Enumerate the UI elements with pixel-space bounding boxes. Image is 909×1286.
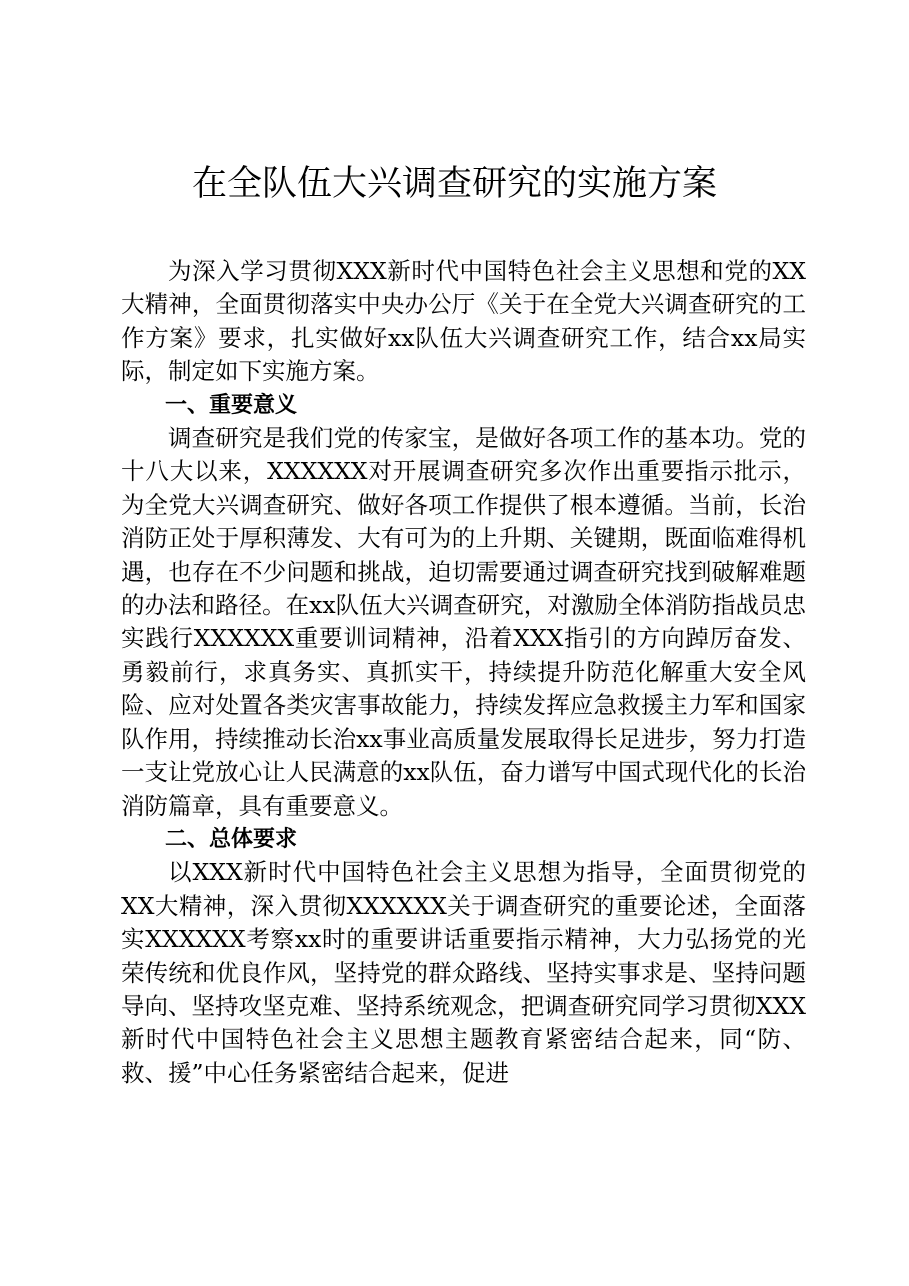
document-title: 在全队伍大兴调查研究的实施方案 xyxy=(191,164,717,204)
intro-paragraph: 为深入学习贯彻XXX新时代中国特色社会主义思想和党的XX大精神，全面贯彻落实中央办公厅《关于在全党大兴调查研究的工作方案》要求，扎实做好xx队伍大兴调查研究工作，结合xx局实际，制定如下实施方案。 xyxy=(121,257,806,386)
document-body xyxy=(121,255,806,1090)
requirements-paragraph: 以XXX新时代中国特色社会主义思想为指导，全面贯彻党的XX大精神，深入贯彻XXXXXX关于调查研究的重要论述，全面落实XXXXXX考察xx时的重要讲话重要指示精神，大力弘扬党的光荣传统和优良作风，坚持党的群众路线、坚持实事求是、坚持问题导向、坚持攻坚克难、坚持系统观念，把调查研究同学习贯彻XXX新时代中国特色社会主义思想主题教育紧密结合起来，同“防、救、援”中心任务紧密结合起来，促进 xyxy=(121,858,806,1087)
section-heading-requirements: 二、总体要求 xyxy=(165,826,298,852)
significance-paragraph: 调查研究是我们党的传家宝，是做好各项工作的基本功。党的十八大以来，XXXXXX对开展调查研究多次作出重要指示批示，为全党大兴调查研究、做好各项工作提供了根本遵循。当前，长治消防正处于厚积薄发、大有可为的上升期、关键期，既面临难得机遇，也存在不少问题和挑战，迫切需要通过调查研究找到破解难题的办法和路径。在xx队伍大兴调查研究，对激励全体消防指战员忠实践行XXXXXX重要训词精神，沿着XXX指引的方向踔厉奋发、勇毅前行，求真务实、真抓实干，持续提升防范化解重大安全风险、应对处置各类灾害事故能力，持续发挥应急救援主力军和国家队作用，持续推动长治xx事业高质量发展取得长足进步，努力打造一支让党放心让人民满意的xx队伍，奋力谱写中国式现代化的长治消防篇章，具有重要意义。 xyxy=(121,424,806,820)
section-heading-significance: 一、重要意义 xyxy=(165,392,298,418)
